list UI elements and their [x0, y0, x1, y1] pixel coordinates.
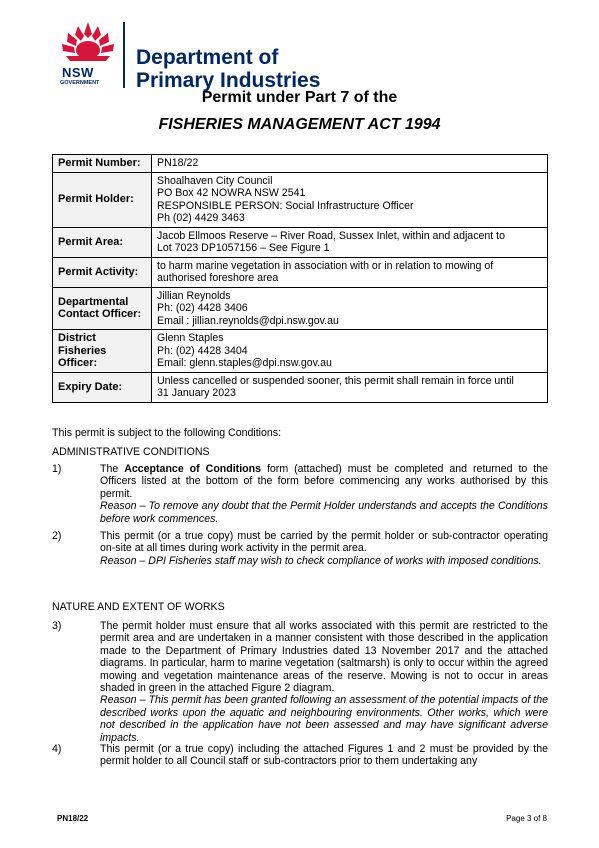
- condition-4: [100, 743, 548, 768]
- value-line: Email: glenn.staples@dpi.nsw.gov.au: [157, 357, 332, 369]
- waratah-icon: [56, 20, 120, 62]
- permit-row: [53, 330, 548, 373]
- condition-3: [100, 620, 548, 744]
- condition-text: This permit (or a true copy) including the attached Figures 1 and 2 must be provided by the permit holder to all Council staff or sub-contractors prior to them undertaking any: [100, 743, 548, 768]
- value-line: Shoalhaven City Council: [157, 174, 273, 187]
- condition-number: 1): [52, 463, 62, 475]
- permit-row-value: [152, 330, 548, 373]
- condition-reason: Reason – This permit has been granted following an assessment of the potential impacts of the described works upon the aquatic and neighbouring environments. Other works, which were not described in the application have not been assessed and may have significant adverse impacts.: [100, 694, 548, 744]
- logo-divider: [123, 22, 125, 88]
- value-line: PO Box 42 NOWRA NSW 2541: [157, 187, 306, 199]
- permit-row-value: [152, 227, 548, 257]
- condition-number: 3): [52, 620, 62, 632]
- permit-row-value: [152, 155, 548, 173]
- label-line: Permit Activity:: [58, 265, 139, 278]
- nsw-dpi-logo: [52, 14, 332, 94]
- label-line: Permit Holder:: [58, 193, 134, 206]
- footer-page-number: Page 3 of 8: [506, 814, 547, 823]
- value-line: PN18/22: [157, 157, 199, 169]
- value-line: to harm marine vegetation in association with or in relation to mowing of: [157, 259, 494, 272]
- nsw-wordmark: NSW: [62, 65, 94, 80]
- government-wordmark: GOVERNMENT: [60, 80, 100, 86]
- label-line: Contact Officer:: [58, 308, 142, 321]
- permit-row: [53, 257, 548, 287]
- label-line: Departmental: [58, 295, 129, 308]
- department-name-line2: Primary Industries: [136, 69, 321, 92]
- condition-text: The permit holder must ensure that all works associated with this permit are restricted to the permit area and are undertaken in a manner consistent with those described in the application made to the Department of Primary Industries dated 13 November 2017 and the attached diagrams. In particular, harm to marine vegetation (saltmarsh) is only to occur within the agreed mowing and vegetation maintenance areas of the reserve. Mowing is not to occur in areas shaded in green in the attached Figure 2 diagram.: [100, 620, 548, 695]
- permit-row: [53, 372, 548, 402]
- value-line: 31 January 2023: [157, 387, 236, 399]
- value-line: authorised foreshore area: [157, 272, 279, 284]
- value-line: Jillian Reynolds: [157, 289, 231, 302]
- permit-row-value: [152, 172, 548, 227]
- label-line: Fisheries: [58, 344, 107, 357]
- department-name-line1: Department of: [136, 46, 279, 69]
- permit-row: [53, 287, 548, 330]
- condition-emphasis: Acceptance of Conditions: [124, 463, 261, 475]
- permit-row: [53, 172, 548, 227]
- value-line: Glenn Staples: [157, 332, 224, 344]
- label-line: Permit Number:: [58, 157, 141, 169]
- value-line: RESPONSIBLE PERSON: Social Infrastructure Officer: [157, 199, 414, 212]
- admin-conditions-heading: ADMINISTRATIVE CONDITIONS: [52, 446, 210, 458]
- label-line: District: [58, 332, 96, 344]
- label-line: Officer:: [58, 357, 98, 369]
- condition-number: 2): [52, 530, 62, 542]
- condition-text: This permit (or a true copy) must be carried by the permit holder or sub-contractor operating on-site at all times during work activity in the permit area.: [100, 530, 548, 555]
- permit-row-label: [53, 155, 152, 173]
- value-line: Ph (02) 4429 3463: [157, 212, 245, 224]
- permit-row-value: [152, 372, 548, 402]
- value-line: Ph: (02) 4428 3404: [157, 344, 248, 357]
- value-line: Unless cancelled or suspended sooner, this permit shall remain in force until: [157, 374, 514, 387]
- permit-row: [53, 155, 548, 173]
- document-subtitle: FISHERIES MANAGEMENT ACT 1994: [158, 116, 441, 133]
- permit-row-value: [152, 257, 548, 287]
- permit-row-value: [152, 287, 548, 330]
- permit-row-label: [53, 287, 152, 330]
- value-line: Ph: (02) 4428 3406: [157, 302, 248, 314]
- conditions-intro: This permit is subject to the following Conditions:: [52, 427, 282, 439]
- condition-text: form (attached) must be completed and returned to the Officers listed at the bottom of the form before commencing any works authorised by this permit.: [100, 463, 548, 500]
- condition-number: 4): [52, 743, 62, 755]
- condition-1: [100, 463, 548, 525]
- permit-row-label: [53, 227, 152, 257]
- permit-row-label: [53, 330, 152, 373]
- permit-row-label: [53, 372, 152, 402]
- permit-row-label: [53, 172, 152, 227]
- value-line: Email : jillian.reynolds@dpi.nsw.gov.au: [157, 314, 339, 327]
- condition-text: The: [100, 463, 125, 475]
- label-line: Permit Area:: [58, 235, 124, 248]
- permit-row: [53, 227, 548, 257]
- value-line: Lot 7023 DP1057156 – See Figure 1: [157, 242, 330, 254]
- condition-reason: Reason – To remove any doubt that the Permit Holder understands and accepts the Conditions before work commences.: [100, 500, 548, 525]
- footer-permit-number: PN18/22: [57, 814, 89, 823]
- value-line: Jacob Ellmoos Reserve – River Road, Sussex Inlet, within and adjacent to: [157, 229, 506, 242]
- label-line: Expiry Date:: [58, 380, 123, 393]
- condition-2: [100, 530, 548, 567]
- permit-details-table: [52, 154, 548, 403]
- document-title: Permit under Part 7 of the: [201, 89, 398, 106]
- condition-reason: Reason – DPI Fisheries staff may wish to check compliance of works with imposed conditions.: [100, 554, 542, 567]
- permit-row-label: [53, 257, 152, 287]
- works-heading: NATURE AND EXTENT OF WORKS: [52, 601, 225, 613]
